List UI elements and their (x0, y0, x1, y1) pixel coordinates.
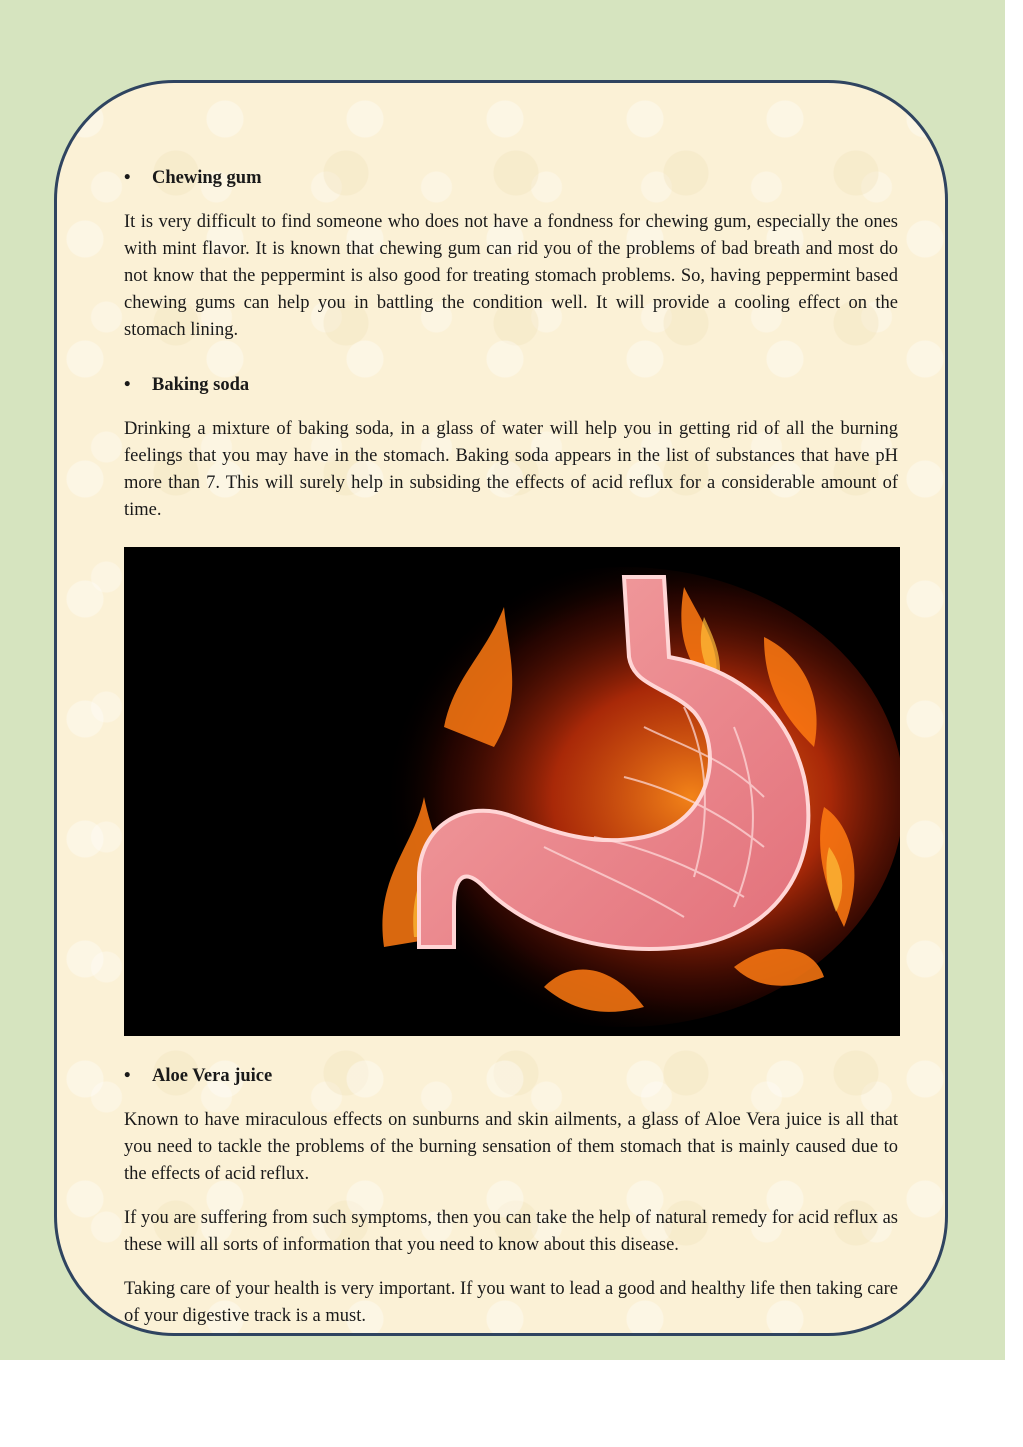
stomach-illustration (124, 547, 900, 1036)
stomach-on-fire-image (124, 547, 900, 1036)
section-heading-aloe-vera-juice (124, 1063, 898, 1090)
heading-text: Chewing gum (152, 168, 262, 188)
heading-text: Aloe Vera juice (152, 1066, 273, 1086)
paragraph-aloe-vera-juice: Known to have miraculous effects on sunburns and skin ailments, a glass of Aloe Vera juice is all that you need to tackle the problems of the burning sensation of them stomach that is mainly caused due to the effects of acid reflux. (124, 1110, 898, 1184)
paragraph-conclusion: Taking care of your health is very important. If you want to lead a good and healthy life then taking care of your digestive track is a must. (124, 1279, 898, 1326)
paragraph-natural-remedy: If you are suffering from such symptoms, then you can take the help of natural remedy for acid reflux as these will all sorts of information that you need to know about this disease. (124, 1208, 898, 1255)
paragraph-chewing-gum: It is very difficult to find someone who does not have a fondness for chewing gum, especially the ones with mint flavor. It is known that chewing gum can rid you of the problems of bad breath and most do not know that the peppermint is also good for treating stomach problems. So, having peppermint based chewing gums can help you in battling the condition well. It will provide a cooling effect on the stomach lining. (124, 212, 898, 340)
section-heading-baking-soda (124, 372, 898, 399)
heading-text: Baking soda (152, 375, 250, 395)
paragraph-baking-soda: Drinking a mixture of baking soda, in a glass of water will help you in getting rid of all the burning feelings that you may have in the stomach. Baking soda appears in the list of substances that have pH more than 7. This will surely help in subsiding the effects of acid reflux for a considerable amount of time. (124, 419, 898, 520)
fire-glow (344, 567, 900, 1027)
document-body (124, 165, 898, 1347)
bullet: • (124, 1066, 131, 1086)
bullet: • (124, 168, 131, 188)
section-heading-chewing-gum (124, 165, 898, 192)
bullet: • (124, 375, 131, 395)
